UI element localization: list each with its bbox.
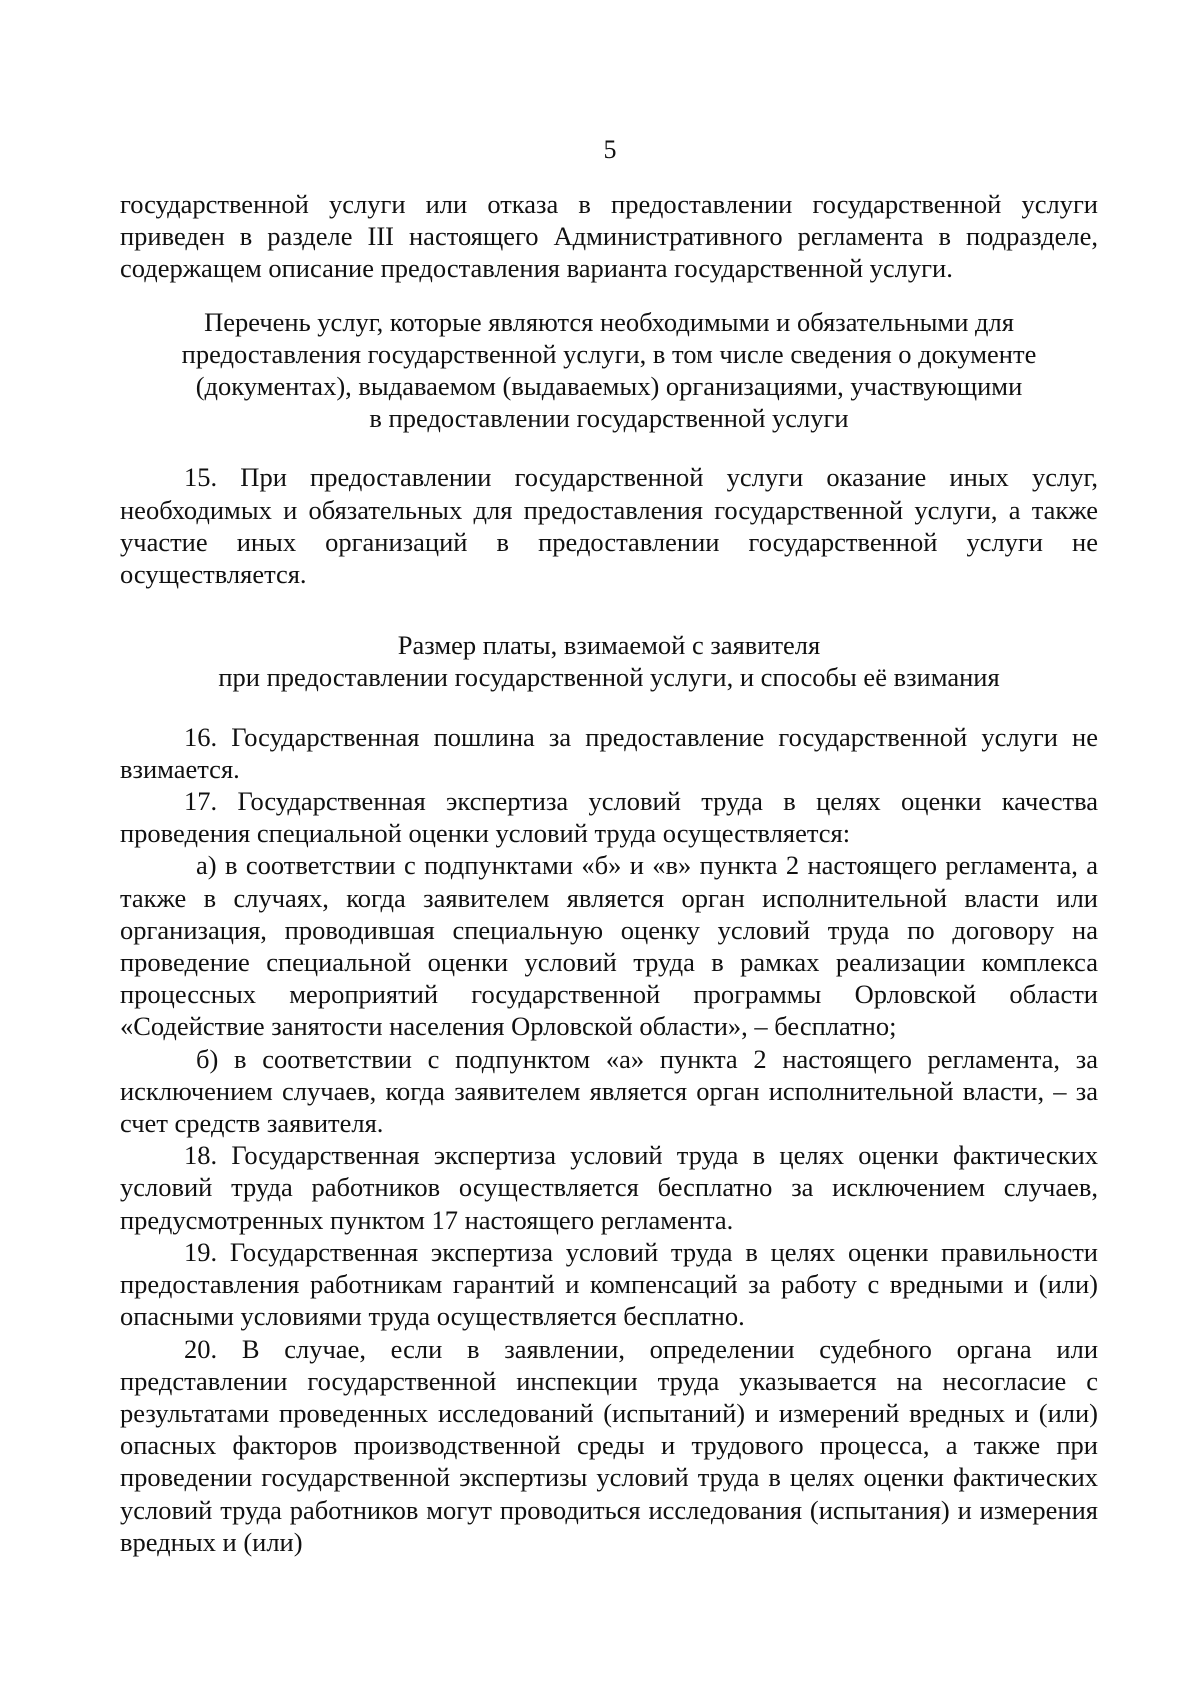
section-heading-fee: [120, 629, 1098, 693]
paragraph-17: 17. Государственная экспертиза условий труда в целях оценки качества проведения специальной оценки условий труда осуществляется:: [120, 786, 1098, 849]
paragraph-18: 18. Государственная экспертиза условий труда в целях оценки фактических условий труда работников осуществляется бесплатно за исключением случаев, предусмотренных пунктом 17 настоящего регламента.: [120, 1140, 1098, 1235]
heading-line: при предоставлении государственной услуги, и способы её взимания: [218, 662, 1000, 693]
page-number: 5: [603, 135, 617, 164]
paragraph-15: 15. При предоставлении государственной услуги оказание иных услуг, необходимых и обязательных для предоставления государственной услуги, а также участие иных организаций в предоставлении государственной услуги не осуществляется.: [120, 462, 1098, 590]
heading-line: предоставления государственной услуги, в том числе сведения о документе: [181, 338, 1037, 369]
heading-line: в предоставлении государственной услуги: [369, 403, 849, 434]
heading-line: Перечень услуг, которые являются необходимыми и обязательными для: [204, 306, 1014, 337]
paragraph-continuation: государственной услуги или отказа в предоставлении государственной услуги приведен в разделе III настоящего Административного регламента в подразделе, содержащем описание предоставления варианта государственной услуги.: [120, 189, 1098, 284]
heading-line: Размер платы, взимаемой с заявителя: [397, 630, 821, 661]
heading-line: (документах), выдаваемом (выдаваемых) организациями, участвующими: [195, 371, 1023, 402]
paragraph-16: 16. Государственная пошлина за предоставление государственной услуги не взимается.: [120, 721, 1098, 784]
section-heading-necessary-services: [120, 306, 1098, 435]
paragraph-17-a: а) в соответствии с подпунктами «б» и «в» пункта 2 настоящего регламента, а также в случаях, когда заявителем является орган исполнительной власти или организация, проводившая специальную оценку условий труда по договору на проведение специальной оценки условий труда в рамках реализации комплекса процессных мероприятий государственной программы Орловской области «Содействие занятости населения Орловской области», – бесплатно;: [120, 850, 1098, 1042]
paragraph-20: 20. В случае, если в заявлении, определении судебного органа или представлении государственной инспекции труда указывается на несогласие с результатами проведенных исследований (испытаний) и измерений вредных и (или) опасных факторов производственной среды и трудового процесса, а также при проведении государственной экспертизы условий труда в целях оценки фактических условий труда работников могут проводиться исследования (испытания) и измерения вредных и (или): [120, 1333, 1098, 1557]
document-body: [120, 188, 1098, 1558]
paragraph-19: 19. Государственная экспертиза условий труда в целях оценки правильности предоставления работникам гарантий и компенсаций за работу с вредными и (или) опасными условиями труда осуществляется бесплатно.: [120, 1236, 1098, 1332]
paragraph-17-b: б) в соответствии с подпунктом «а» пункта 2 настоящего регламента, за исключением случаев, когда заявителем является орган исполнительной власти, – за счет средств заявителя.: [120, 1043, 1098, 1139]
